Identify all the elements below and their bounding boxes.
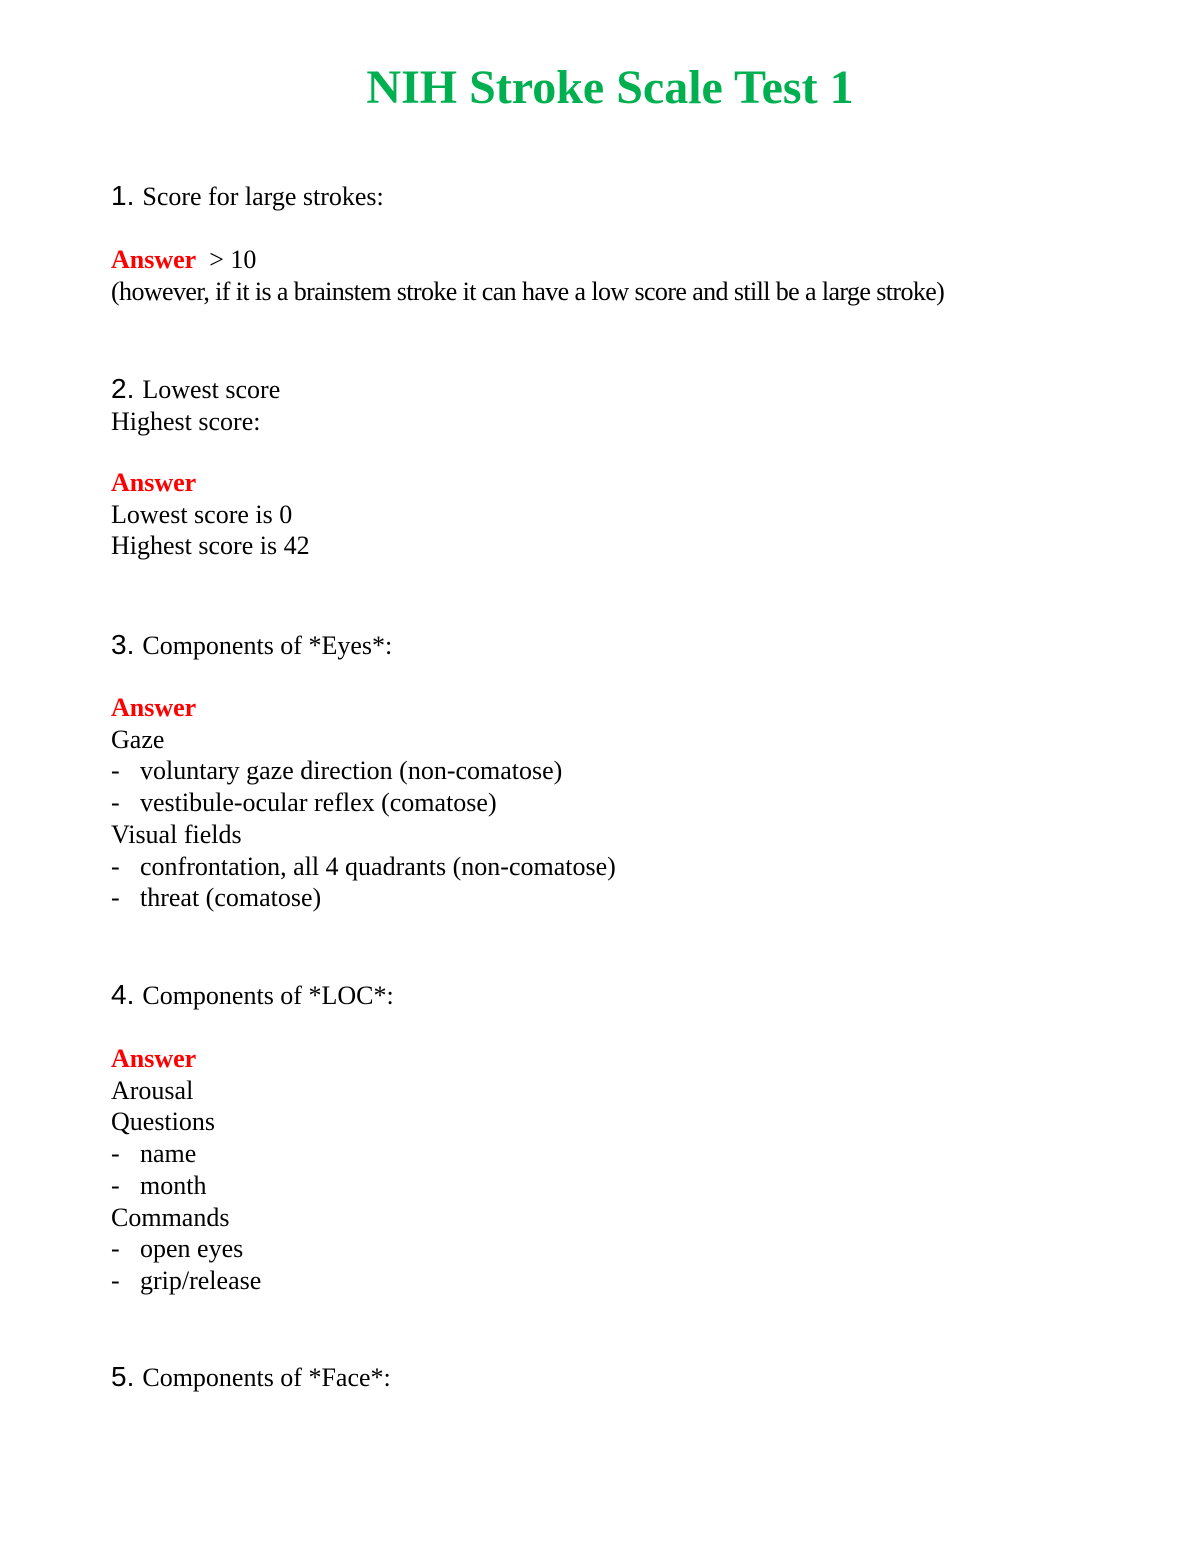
answer-line: Questions — [111, 1107, 215, 1137]
question-prompt: Highest score: — [111, 407, 261, 436]
answer-line: Arousal — [111, 1075, 194, 1105]
answer-bullet-text: month — [140, 1170, 207, 1200]
question-3 — [111, 629, 392, 662]
question-4 — [111, 979, 394, 1012]
answer-3 — [111, 692, 616, 914]
dash-marker: - — [111, 1170, 120, 1200]
answer-inline-value: > 10 — [209, 245, 257, 274]
question-5 — [111, 1361, 391, 1394]
question-1 — [111, 180, 384, 213]
answer-bullet-text: threat (comatose) — [140, 883, 322, 913]
answer-line: Visual fields — [111, 819, 242, 849]
answer-bullet-line — [111, 787, 616, 819]
answer-bullet-line — [111, 851, 616, 883]
question-2 — [111, 373, 280, 438]
question-prompt: Components of *Face*: — [142, 1363, 391, 1392]
answer-line: Gaze — [111, 724, 165, 754]
answer-bullet-text: voluntary gaze direction (non-comatose) — [140, 756, 563, 786]
answer-line: (however, if it is a brainstem stroke it can have a low score and still be a large stroke) — [111, 276, 945, 306]
question-prompt: Components of *LOC*: — [142, 981, 394, 1010]
question-number: 5. — [111, 1361, 135, 1392]
dash-marker: - — [111, 788, 120, 818]
answer-bullet-text: open eyes — [140, 1234, 244, 1264]
answer-bullet-text: name — [140, 1139, 197, 1169]
answer-label: Answer — [111, 1044, 197, 1073]
answer-2 — [111, 467, 310, 562]
question-number: 2. — [111, 373, 135, 404]
question-prompt: Score for large strokes: — [142, 182, 384, 211]
dash-marker: - — [111, 1234, 120, 1264]
question-prompt: Lowest score — [142, 375, 281, 404]
answer-bullet-line — [111, 1233, 261, 1265]
dash-marker: - — [111, 851, 120, 881]
answer-1 — [111, 244, 944, 307]
question-prompt: Components of *Eyes*: — [142, 631, 393, 660]
answer-line: Lowest score is 0 — [111, 499, 293, 529]
answer-bullet-line — [111, 1265, 261, 1297]
answer-bullet-line — [111, 1138, 261, 1170]
answer-bullet-text: vestibule-ocular reflex (comatose) — [140, 788, 497, 818]
dash-marker: - — [111, 756, 120, 786]
answer-line: Commands — [111, 1202, 230, 1232]
answer-label: Answer — [111, 245, 197, 274]
answer-bullet-text: grip/release — [140, 1265, 262, 1295]
answer-bullet-line — [111, 1170, 261, 1202]
answer-label: Answer — [111, 468, 197, 497]
answer-bullet-line — [111, 882, 616, 914]
answer-bullet-text: confrontation, all 4 quadrants (non-comatose) — [140, 851, 616, 881]
dash-marker: - — [111, 883, 120, 913]
question-number: 1. — [111, 180, 135, 211]
dash-marker: - — [111, 1139, 120, 1169]
answer-label: Answer — [111, 693, 197, 722]
question-number: 4. — [111, 979, 135, 1010]
answer-4 — [111, 1043, 261, 1297]
question-number: 3. — [111, 629, 135, 660]
answer-header-line — [111, 244, 944, 276]
answer-line: Highest score is 42 — [111, 531, 310, 561]
dash-marker: - — [111, 1265, 120, 1295]
page-title: NIH Stroke Scale Test 1 — [366, 61, 854, 114]
answer-bullet-line — [111, 755, 616, 787]
question-prompt-line — [111, 373, 280, 406]
